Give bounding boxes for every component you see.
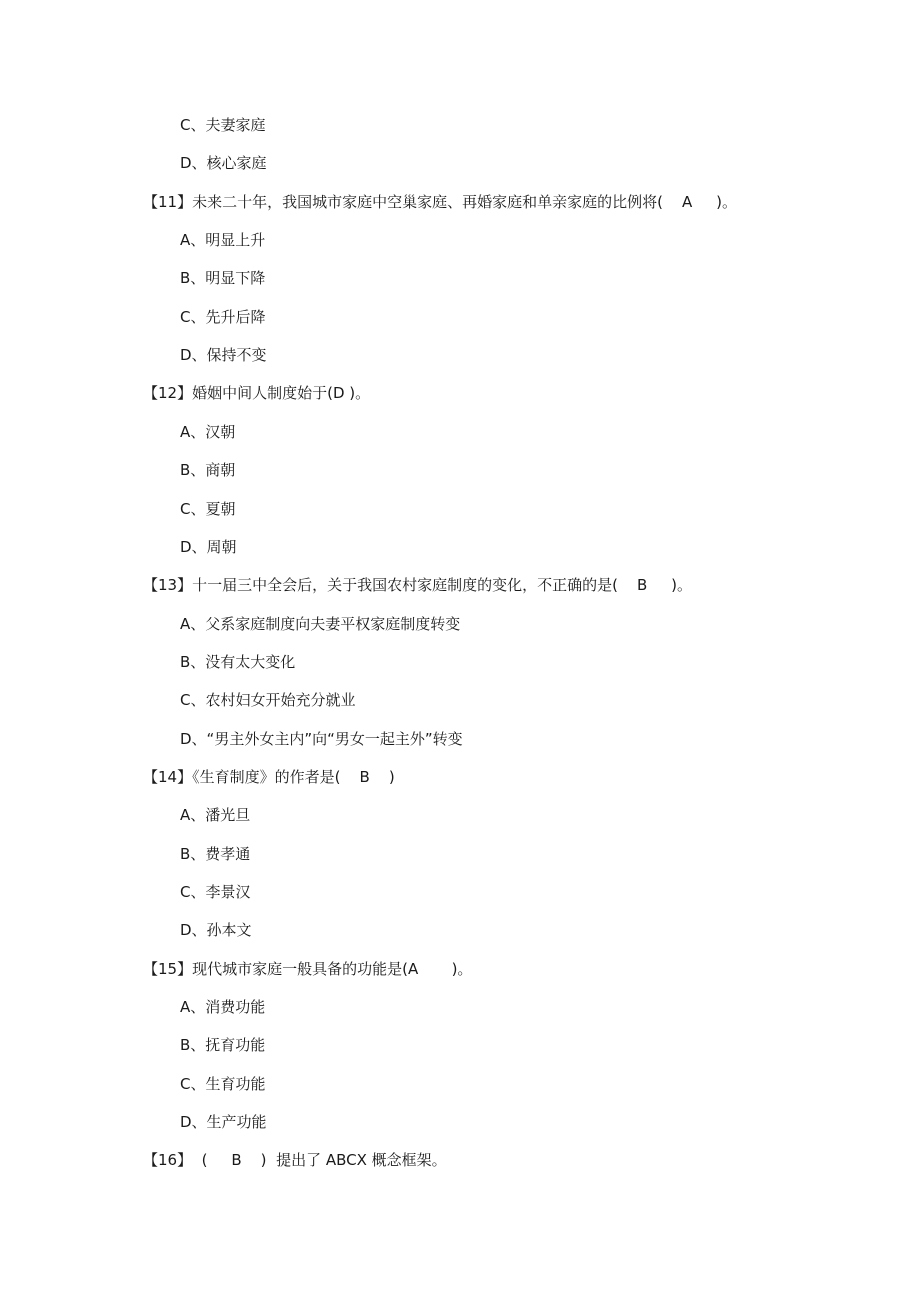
option-line: B、费孝通 [180, 845, 251, 863]
question-line: 【15】现代城市家庭一般具备的功能是(A )。 [143, 960, 473, 978]
option-line: C、生育功能 [180, 1075, 266, 1093]
option-line: D、“男主外女主内”向“男女一起主外”转变 [180, 730, 463, 748]
option-line: C、先升后降 [180, 308, 266, 326]
option-line: A、父系家庭制度向夫妻平权家庭制度转变 [180, 615, 461, 633]
option-line: A、汉朝 [180, 423, 236, 441]
question-line: 【11】未来二十年，我国城市家庭中空巢家庭、再婚家庭和单亲家庭的比例将( A )。 [143, 193, 737, 211]
question-line: 【13】十一届三中全会后，关于我国农村家庭制度的变化，不正确的是( B )。 [143, 576, 692, 594]
question-line: 【16】 ( B ) 提出了 ABCX 概念框架。 [143, 1151, 447, 1169]
option-line: B、抚育功能 [180, 1036, 266, 1054]
option-line: D、周朝 [180, 538, 237, 556]
option-line: D、核心家庭 [180, 154, 267, 172]
option-line: C、夏朝 [180, 500, 236, 518]
option-line: A、潘光旦 [180, 806, 251, 824]
option-line: A、消费功能 [180, 998, 266, 1016]
question-line: 【12】婚姻中间人制度始于(D )。 [143, 384, 371, 402]
option-line: C、农村妇女开始充分就业 [180, 691, 356, 709]
option-line: D、生产功能 [180, 1113, 267, 1131]
option-line: C、李景汉 [180, 883, 251, 901]
option-line: B、商朝 [180, 461, 236, 479]
option-line: C、夫妻家庭 [180, 116, 266, 134]
option-line: B、明显下降 [180, 269, 266, 287]
question-line: 【14】《生育制度》的作者是( B ) [143, 768, 395, 786]
option-line: D、保持不变 [180, 346, 267, 364]
option-line: A、明显上升 [180, 231, 266, 249]
option-line: D、孙本文 [180, 921, 252, 939]
option-line: B、没有太大变化 [180, 653, 296, 671]
